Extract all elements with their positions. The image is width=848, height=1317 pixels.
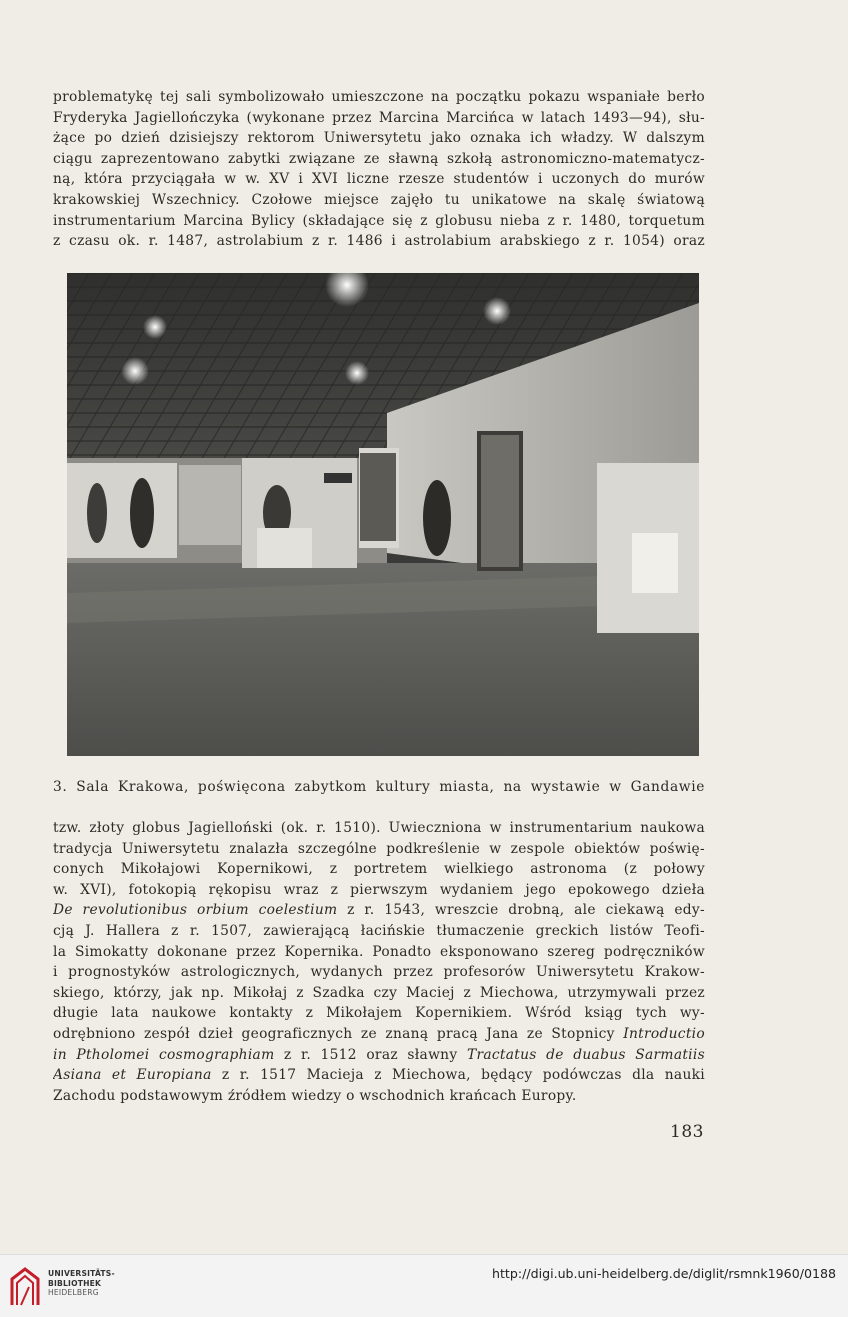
text-line: instrumentarium Marcina Bylicy (składające się z globusu nieba z r. 1480, torquetum [53,212,705,229]
text-line: żące po dzień dzisiejszy rektorom Uniwersytetu jako oznaka ich władzy. W dalszym [53,130,705,147]
text-line: tradycja Uniwersytetu znalazła szczególne podkreślenie w zespole obiektów poświę- [53,840,705,857]
text-line: conych Mikołajowi Kopernikowi, z portretem wielkiego astronoma (z połowy [53,861,705,878]
text-line [53,1065,705,1086]
text-line: la Simokatty dokonane przez Kopernika. Ponadto eksponowano szereg podręczników [53,943,705,960]
italic-title: De revolutionibus orbium coelestium [53,902,338,919]
text-run: odrębniono zespół dzieł geograficznych ze znaną pracą Jana ze Stopnicy [53,1025,624,1042]
text-line: krakowskiej Wszechnicy. Czołowe miejsce zajęło tu unikatowe na skalę światową [53,191,705,208]
text-run: z r. 1512 oraz sławny [274,1046,467,1063]
text-line: Fryderyka Jagiellończyka (wykonane przez Marcina Marcińca w latach 1493—94), słu- [53,109,705,126]
text-run: z r. 1517 Macieja z Miechowa, będący podówczas dla nauki [211,1067,705,1084]
text-line: w. XVI), fotokopią rękopisu wraz z pierwszym wydaniem jego epokowego dzieła [53,881,705,898]
text-line: długie lata naukowe kontakty z Mikołajem Kopernikiem. Wśród ksiąg tych wy- [53,1005,705,1022]
text-line: tzw. złoty globus Jagielloński (ok. r. 1510). Uwieczniona w instrumentarium naukowa [53,820,705,836]
library-name-line: HEIDELBERG [48,1288,99,1298]
text-line: ciągu zaprezentowano zabytki związane ze sławną szkołą astronomiczno-matematycz- [53,150,705,167]
library-name-line: BIBLIOTHEK [48,1278,102,1288]
italic-title: Tractatus de duabus Sarmatiis [466,1046,705,1063]
italic-title: Introductio [623,1025,705,1042]
italic-title: in Ptholomei cosmographiam [53,1046,275,1063]
exhibition-hall-photo [67,273,699,756]
text-line [53,1045,705,1066]
library-name-line: UNIVERSITÄTS- [48,1269,115,1278]
university-library-logo-icon[interactable] [9,1265,41,1309]
text-line: cją J. Hallera z r. 1507, zawierającą łacińskie tłumaczenie greckich listów Teofi- [53,922,705,939]
library-name[interactable] [48,1269,115,1298]
text-line: z czasu ok. r. 1487, astrolabium z r. 1486 i astrolabium arabskiego z r. 1054) oraz [53,233,705,250]
permalink-url[interactable]: http://digi.ub.uni-heidelberg.de/diglit/rsmnk1960/0188 [492,1266,836,1281]
library-footer [0,1254,848,1317]
text-line [53,900,705,921]
text-line: Zachodu podstawowym źródłem wiedzy o wschodnich krańcach Europy. [53,1087,577,1104]
top-paragraph [53,87,705,252]
bottom-paragraph [53,818,705,1106]
page-number: 183 [670,1122,704,1142]
italic-title: Asiana et Europiana [53,1067,212,1084]
text-line: problematykę tej sali symbolizowało umieszczone na początku pokazu wspaniałe berło [53,89,705,105]
text-line: skiego, którzy, jak np. Mikołaj z Szadka czy Maciej z Miechowa, utrzymywali przez [53,984,705,1001]
text-line: ną, która przyciągała w w. XV i XVI liczne rzesze studentów i uczonych do murów [53,171,705,188]
text-line [53,1024,705,1045]
text-line: i prognostyków astrologicznych, wydanych przez profesorów Uniwersytetu Krakow- [53,964,705,981]
text-run: z r. 1543, wreszcie drobną, ale ciekawą edy- [337,902,705,919]
photo-caption: 3. Sala Krakowa, poświęcona zabytkom kultury miasta, na wystawie w Gandawie [53,779,705,795]
